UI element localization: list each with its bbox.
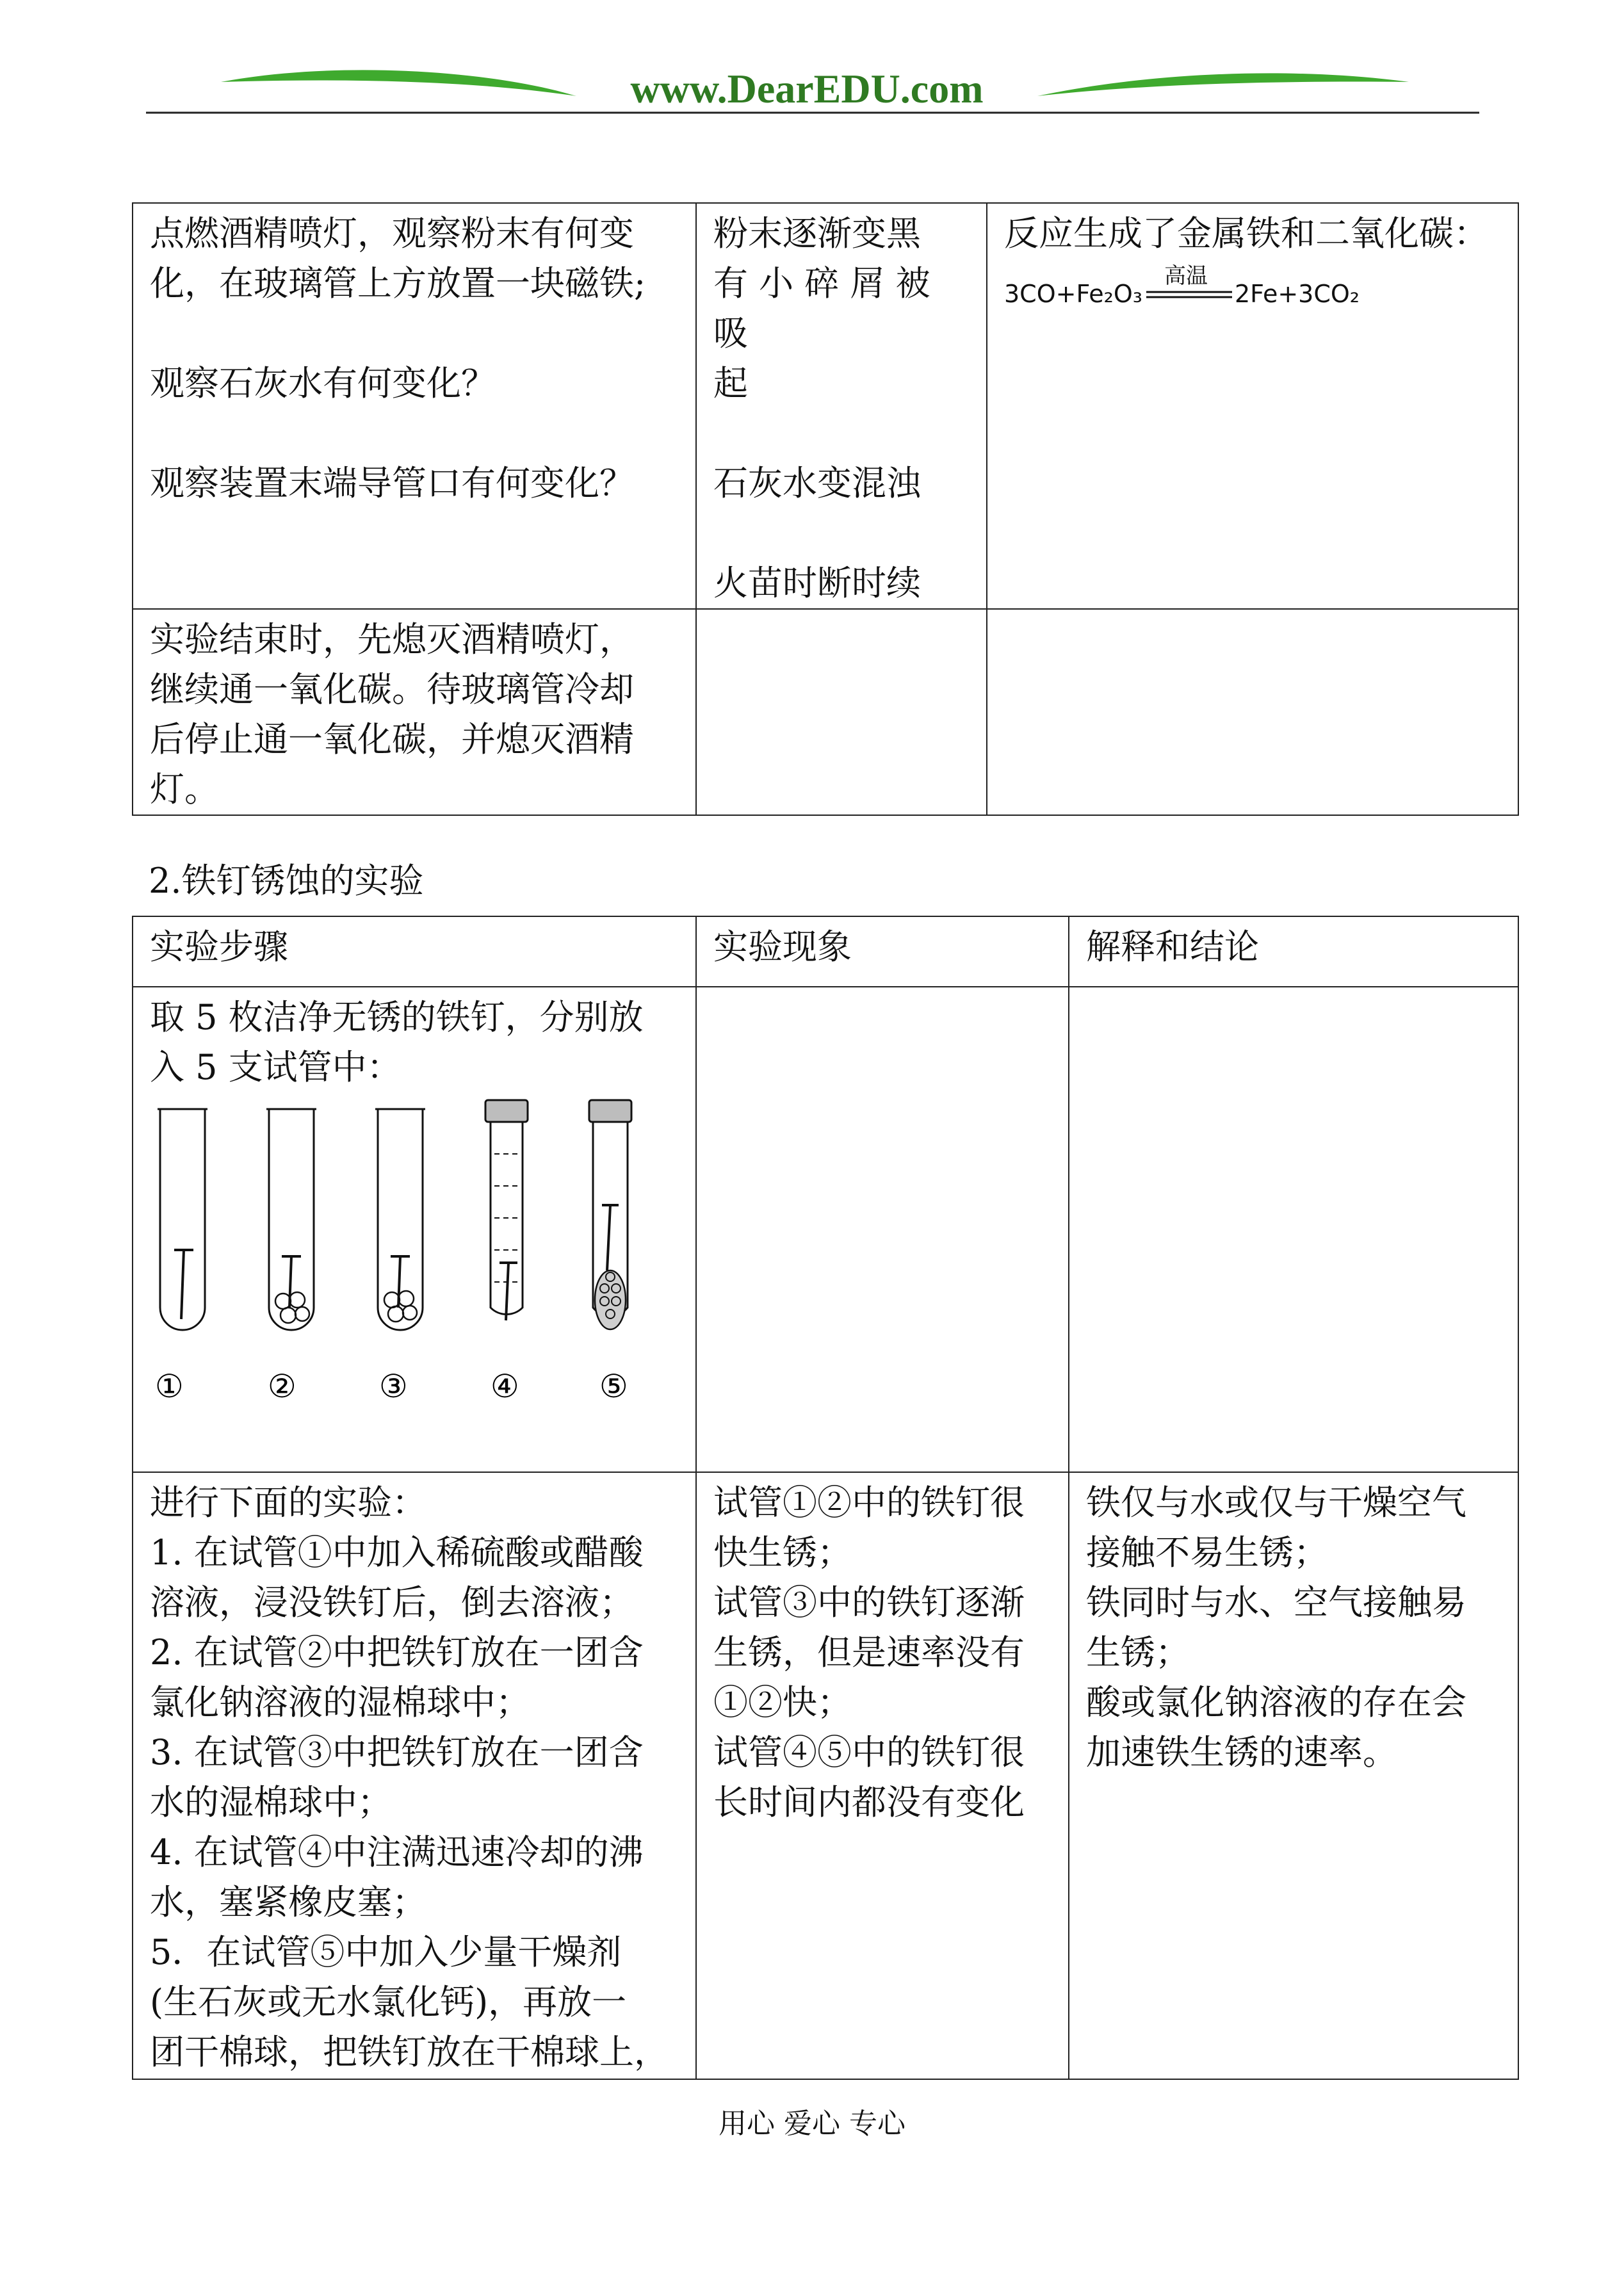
experiment-table-2 [132, 916, 1519, 2080]
conclusion-cell [987, 609, 1518, 815]
step-line: 化，在玻璃管上方放置一块磁铁; [150, 263, 646, 304]
step-line: 点燃酒精喷灯，观察粉末有何变 [150, 213, 634, 254]
test-tube-4 [485, 1100, 528, 1320]
phenomenon-line: 快生锈； [713, 1532, 852, 1573]
procedure-line: 2. 在试管②中把铁钉放在一团含 [150, 1632, 644, 1673]
equation-condition: 高温 [1164, 263, 1208, 289]
procedure-line: 3. 在试管③中把铁钉放在一团含 [150, 1732, 644, 1772]
step-line: 继续通一氧化碳。待玻璃管冷却 [150, 669, 634, 710]
site-logo: www.DearEDU.com [630, 66, 984, 111]
equation-right: 2Fe+3CO₂ [1235, 280, 1360, 308]
conclusion-cell [1069, 987, 1518, 1472]
procedure-line: 水的湿棉球中； [150, 1782, 392, 1822]
procedure-line: 1. 在试管①中加入稀硫酸或醋酸 [150, 1532, 644, 1573]
steps-cell [133, 203, 696, 609]
setup-line: 取 5 枚洁净无锈的铁钉，分别放 [150, 997, 644, 1037]
phenomena-cell [696, 609, 987, 815]
section-title: 2.铁钉锈蚀的实验 [149, 861, 424, 901]
phenomena-cell [696, 1472, 1069, 2079]
phenomenon-line: 试管①②中的铁钉很 [713, 1482, 1025, 1523]
procedure-line: 水，塞紧橡皮塞； [150, 1882, 426, 1922]
step-line: 后停止通一氧化碳，并熄灭酒精 [150, 719, 634, 759]
phenomenon-line: 有 小 碎 屑 被 吸 [713, 263, 930, 353]
setup-cell [133, 987, 696, 1472]
step-line: 实验结束时，先熄灭酒精喷灯， [150, 619, 634, 660]
phenomenon-line: ①②快； [713, 1682, 852, 1723]
phenomena-cell [696, 203, 987, 609]
phenomenon-line: 起 [713, 363, 748, 403]
setup-line: 入 5 支试管中： [150, 1047, 402, 1087]
tube-label: ③ [379, 1368, 408, 1405]
conclusion-line: 生锈； [1086, 1632, 1190, 1673]
procedure-line: 团干棉球，把铁钉放在干棉球上， [150, 2032, 669, 2072]
conclusion-cell [1069, 1472, 1518, 2079]
phenomenon-line: 粉末逐渐变黑 [713, 213, 921, 254]
tube-label: ⑤ [599, 1368, 628, 1405]
phenomena-cell [696, 987, 1069, 1472]
conclusion-line: 酸或氯化钠溶液的存在会 [1086, 1682, 1466, 1723]
header-steps: 实验步骤 [133, 916, 696, 987]
steps-cell [133, 609, 696, 815]
test-tube-1 [158, 1109, 207, 1330]
procedure-cell [133, 1472, 696, 2079]
phenomenon-line: 生锈，但是速率没有 [713, 1632, 1025, 1673]
procedure-line: (生石灰或无水氯化钙)，再放一 [150, 1982, 627, 2022]
page-footer: 用心 爱心 专心 [719, 2107, 905, 2140]
header-conclusion: 解释和结论 [1069, 916, 1518, 987]
conclusion-line: 加速铁生锈的速率。 [1086, 1732, 1397, 1772]
tube-label: ① [155, 1368, 184, 1405]
step-line: 观察石灰水有何变化？ [150, 363, 496, 403]
phenomenon-line: 石灰水变混浊 [713, 463, 921, 503]
test-tube-3 [375, 1109, 425, 1330]
phenomenon-line: 试管④⑤中的铁钉很 [713, 1732, 1025, 1772]
conclusion-line: 铁仅与水或仅与干燥空气 [1086, 1482, 1466, 1523]
procedure-line: 溶液，浸没铁钉后，倒去溶液； [150, 1582, 634, 1623]
tube-label: ② [268, 1368, 296, 1405]
header-phenomena: 实验现象 [696, 916, 1069, 987]
step-line: 观察装置末端导管口有何变化？ [150, 463, 634, 503]
left-swoosh [221, 70, 576, 96]
test-tubes-figure [141, 1096, 679, 1455]
procedure-line: 进行下面的实验： [150, 1482, 426, 1523]
phenomenon-line: 试管③中的铁钉逐渐 [713, 1582, 1025, 1623]
chemical-equation [1004, 259, 1401, 316]
conclusion-cell [987, 203, 1518, 609]
right-swoosh [1037, 73, 1409, 96]
procedure-line: 4. 在试管④中注满迅速冷却的沸 [150, 1832, 644, 1872]
conclusion-line: 铁同时与水、空气接触易 [1086, 1582, 1466, 1623]
experiment-table-1 [132, 202, 1519, 816]
conclusion-line: 接触不易生锈； [1086, 1532, 1328, 1573]
test-tube-5 [589, 1100, 631, 1329]
step-line: 灯。 [150, 769, 219, 809]
conclusion-line: 反应生成了金属铁和二氧化碳： [1004, 213, 1488, 254]
equation-left: 3CO+Fe₂O₃ [1004, 280, 1142, 308]
header-banner [0, 0, 1624, 128]
test-tube-2 [266, 1109, 316, 1330]
tube-label: ④ [491, 1368, 519, 1405]
procedure-line: 5．在试管⑤中加入少量干燥剂 [150, 1932, 622, 1972]
phenomenon-line: 长时间内都没有变化 [713, 1782, 1025, 1822]
procedure-line: 氯化钠溶液的湿棉球中； [150, 1682, 530, 1723]
phenomenon-line: 火苗时断时续 [713, 563, 921, 603]
